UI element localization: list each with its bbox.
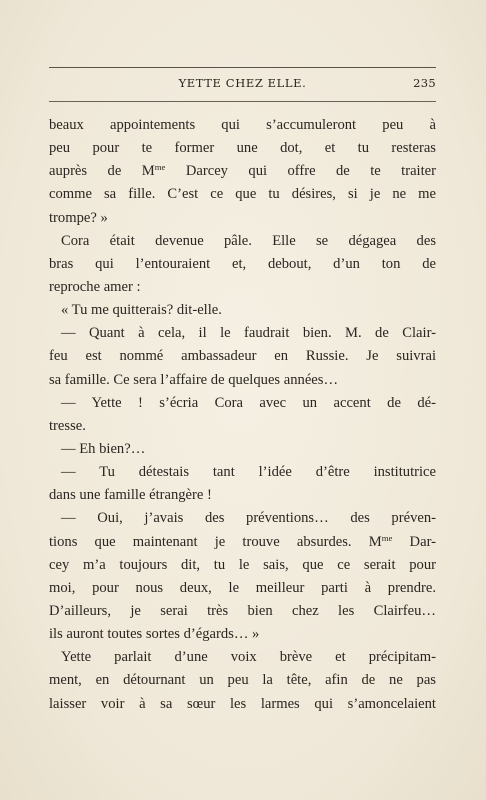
text-line: feu est nommé ambassadeur en Russie. Je suivrai: [49, 348, 436, 365]
text-line: trompe? »: [49, 209, 108, 226]
header-top-rule: [49, 67, 436, 68]
superscript: me: [381, 532, 393, 543]
body-text: [49, 114, 436, 716]
text-line: peu pour te former une dot, et tu resteras: [49, 140, 436, 157]
text-line: — Yette ! s’écria Cora avec un accent de dé-: [61, 394, 436, 411]
text-line: — Oui, j’avais des préventions… des préven-: [61, 510, 436, 527]
text-line: beaux appointements qui s’accumuleront peu à: [49, 117, 436, 133]
running-head: YETTE CHEZ ELLE.: [178, 76, 307, 90]
text-line: D’ailleurs, je serai très bien chez les Clairfeu…: [49, 602, 436, 619]
text-line: moi, pour nous deux, le meilleur parti à prendre.: [49, 579, 436, 596]
text-line: sa famille. Ce sera l’affaire de quelques années…: [49, 371, 339, 388]
text-line: ment, en détournant un peu la tête, afin de ne pas: [49, 672, 436, 689]
text-line: laisser voir à sa sœur les larmes qui s’amoncelaient: [49, 695, 436, 712]
text-line: — Eh bien?…: [61, 440, 146, 457]
text-line: auprès de $M^{me}$ Darcey qui offre de te traiter: [49, 162, 436, 180]
text-line: reproche amer :: [49, 278, 141, 295]
text-line: ils auront toutes sortes d’égards… »: [49, 626, 260, 643]
text-line: dans une famille étrangère !: [49, 487, 212, 504]
text-line: tions que maintenant je trouve absurdes. $M^{me}$ Dar-: [49, 532, 437, 550]
text-line: comme sa fille. C’est ce que tu désires, si je ne me: [49, 186, 436, 203]
page-number: 235: [413, 76, 436, 90]
text-line: cey m’a toujours dit, tu le sais, que ce serait pour: [49, 556, 436, 573]
text-line: — Tu détestais tant l’idée d’être institutrice: [61, 464, 436, 481]
text-line: bras qui l’entouraient et, debout, d’un ton de: [49, 255, 436, 272]
text-line: Yette parlait d’une voix brève et précipitam-: [61, 649, 436, 666]
text-line: « Tu me quitterais? dit-elle.: [61, 302, 222, 319]
text-line: tresse.: [49, 417, 86, 434]
text-line: — Quant à cela, il le faudrait bien. M. de Clair-: [61, 325, 436, 342]
header-bottom-rule: [49, 101, 436, 102]
page-header: [49, 76, 436, 96]
text-line: Cora était devenue pâle. Elle se dégagea des: [61, 232, 436, 249]
superscript: me: [154, 162, 166, 173]
